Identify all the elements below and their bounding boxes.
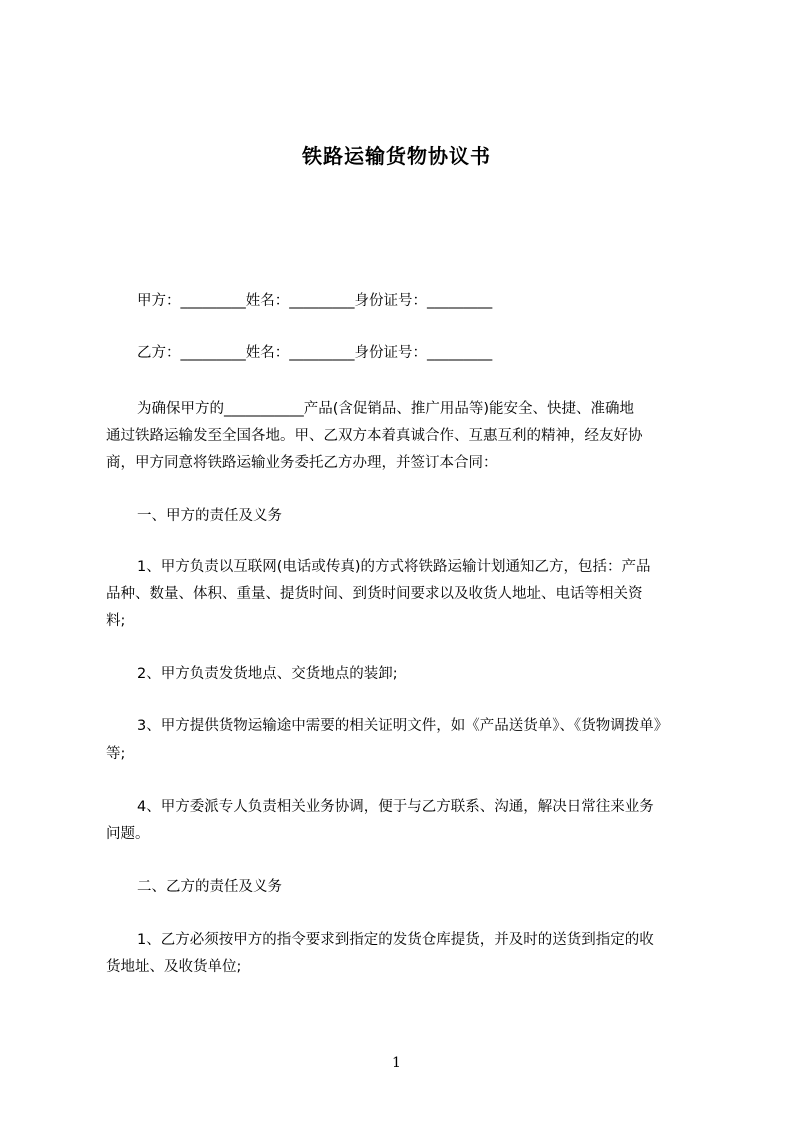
intro-line-2: 通过铁路运输发至全国各地。甲、乙双方本着真诚合作、互惠互利的精神，经友好协	[106, 428, 643, 444]
section-1-item-3-line-2: 等;	[106, 746, 126, 762]
section-1-item-4-line-1: 4、甲方委派专人负责相关业务协调，便于与乙方联系、沟通，解决日常往来业务	[137, 799, 654, 815]
section-1-item-1-line-1: 1、甲方负责以互联网(电话或传真)的方式将铁路运输计划通知乙方，包括：产品	[137, 559, 651, 575]
intro-line-3: 商，甲方同意将铁路运输业务委托乙方办理，并签订本合同：	[106, 455, 498, 471]
party-a-line: 甲方：_________姓名：_________身份证号：_________	[137, 293, 493, 309]
section-1-item-1-line-2: 品种、数量、体积、重量、提货时间、到货时间要求以及收货人地址、电话等相关资	[106, 586, 643, 602]
intro-line-1: 为确保甲方的___________产品(含促销品、推广用品等)能安全、快捷、准确地	[137, 401, 635, 417]
section-2-item-1-line-1: 1、乙方必须按甲方的指令要求到指定的发货仓库提货，并及时的送货到指定的收	[137, 932, 654, 948]
party-b-line: 乙方：_________姓名：_________身份证号：_________	[137, 345, 493, 361]
section-2-heading: 二、乙方的责任及义务	[137, 879, 282, 895]
section-1-item-2: 2、甲方负责发货地点、交货地点的装卸;	[137, 666, 398, 682]
section-1-item-1-line-3: 料;	[106, 613, 126, 629]
document-title: 铁路运输货物协议书	[302, 144, 491, 168]
section-1-item-3-line-1: 3、甲方提供货物运输途中需要的相关证明文件，如《产品送货单》、《货物调拨单》	[137, 718, 669, 734]
section-1-item-4-line-2: 问题。	[106, 826, 150, 842]
page-number: 1	[392, 1055, 401, 1071]
section-1-heading: 一、甲方的责任及义务	[137, 508, 282, 524]
section-2-item-1-line-2: 货地址、及收货单位;	[106, 959, 242, 975]
